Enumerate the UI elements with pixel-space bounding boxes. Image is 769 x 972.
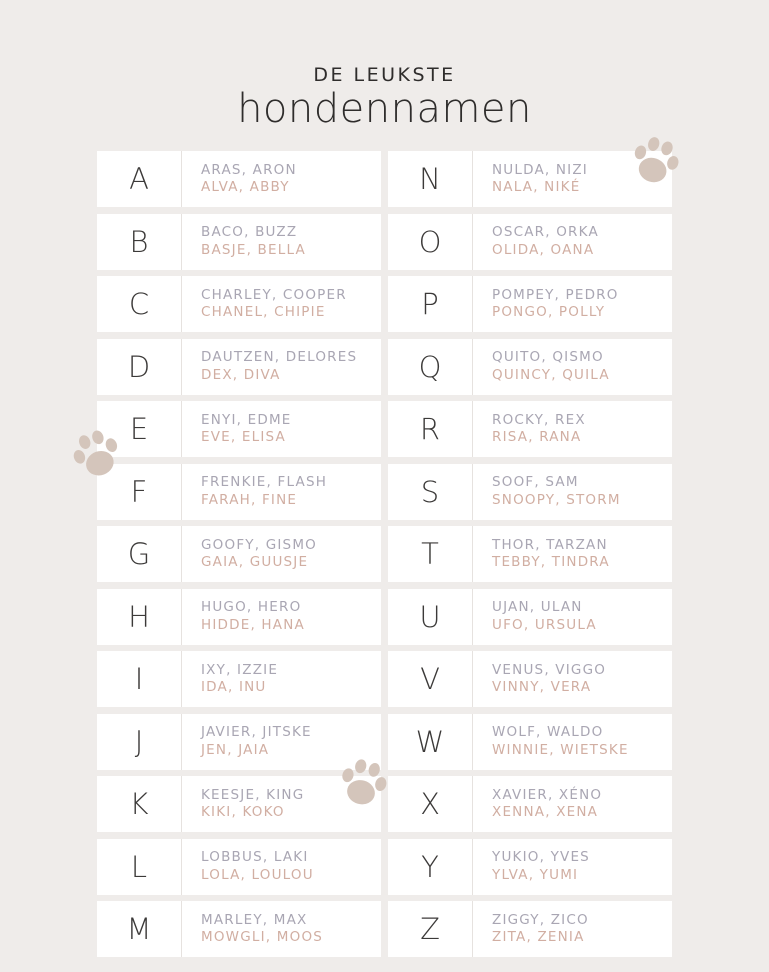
names-line-2: GAIA, GUUSJE [201, 554, 309, 570]
letter: N [388, 151, 473, 207]
names-line-1: ENYI, EDME [201, 411, 292, 428]
names-line-1: HUGO, HERO [201, 599, 302, 615]
letter-row [97, 839, 381, 895]
names-line-2: NALA, NIKÉ [492, 179, 581, 195]
names-line-2: SNOOPY, STORM [492, 491, 621, 508]
letter: X [388, 776, 473, 832]
letter: R [388, 401, 473, 457]
names-line-1: OSCAR, ORKA [492, 224, 599, 240]
names-cell [182, 526, 381, 582]
names-line-1: THOR, TARZAN [492, 536, 608, 553]
names-line-2: JEN, JAIA [201, 741, 270, 758]
names-cell [473, 339, 672, 395]
letter: O [388, 214, 473, 270]
letter: D [97, 339, 182, 395]
letter-row [388, 901, 672, 957]
names-cell [473, 651, 672, 707]
letter-row [97, 151, 381, 207]
letter-row [388, 214, 672, 270]
page-kicker: DE LEUKSTE [313, 64, 456, 86]
names-line-2: QUINCY, QUILA [492, 366, 610, 383]
names-line-1: CHARLEY, COOPER [201, 286, 347, 303]
names-line-2: OLIDA, OANA [492, 241, 595, 258]
names-line-1: ZIGGY, ZICO [492, 911, 589, 928]
letter: L [97, 839, 182, 895]
names-line-1: POMPEY, PEDRO [492, 286, 619, 303]
names-column-left [97, 151, 381, 964]
names-line-2: EVE, ELISA [201, 429, 286, 445]
names-cell [182, 651, 381, 707]
letter-row [97, 901, 381, 957]
names-column-right [388, 151, 672, 964]
names-line-2: ALVA, ABBY [201, 179, 290, 195]
letter: Q [388, 339, 473, 395]
names-line-2: IDA, INU [201, 679, 267, 695]
letter: P [388, 276, 473, 332]
names-line-2: RISA, RANA [492, 429, 582, 445]
names-line-2: VINNY, VERA [492, 679, 592, 695]
letter: V [388, 651, 473, 707]
letter-row [388, 776, 672, 832]
letter: T [388, 526, 473, 582]
letter: J [97, 714, 182, 770]
names-cell [182, 589, 381, 645]
names-cell [473, 839, 672, 895]
names-line-1: WOLF, WALDO [492, 724, 604, 740]
letter-row [97, 714, 381, 770]
letter-row [388, 526, 672, 582]
names-line-2: HIDDE, HANA [201, 616, 305, 633]
names-cell [182, 839, 381, 895]
names-line-1: XAVIER, XÉNO [492, 786, 603, 803]
names-line-1: KEESJE, KING [201, 786, 305, 803]
names-line-2: CHANEL, CHIPIE [201, 304, 326, 320]
names-line-2: LOLA, LOULOU [201, 866, 314, 883]
names-line-1: QUITO, QISMO [492, 349, 604, 365]
names-line-1: ARAS, ARON [201, 161, 297, 178]
names-line-1: VENUS, VIGGO [492, 661, 607, 678]
letter-row [97, 526, 381, 582]
names-cell [182, 464, 381, 520]
names-line-2: PONGO, POLLY [492, 304, 606, 320]
names-line-1: MARLEY, MAX [201, 911, 308, 928]
names-cell [473, 901, 672, 957]
names-line-1: FRENKIE, FLASH [201, 474, 328, 490]
names-line-2: FARAH, FINE [201, 491, 298, 508]
names-cell [473, 401, 672, 457]
names-line-2: ZITA, ZENIA [492, 929, 585, 945]
names-line-1: NULDA, NIZI [492, 161, 588, 178]
names-cell [182, 276, 381, 332]
names-line-2: BASJE, BELLA [201, 241, 306, 258]
letter: A [97, 151, 182, 207]
names-cell [182, 339, 381, 395]
letter: S [388, 464, 473, 520]
names-cell [473, 714, 672, 770]
letter-row [97, 464, 381, 520]
names-line-1: GOOFY, GISMO [201, 536, 317, 553]
letter-row [97, 651, 381, 707]
names-cell [182, 901, 381, 957]
letter-row [97, 214, 381, 270]
names-cell [473, 464, 672, 520]
names-line-2: MOWGLI, MOOS [201, 929, 324, 945]
names-line-1: ROCKY, REX [492, 411, 586, 428]
names-cell [182, 214, 381, 270]
letter: I [97, 651, 182, 707]
letter-row [388, 276, 672, 332]
letter: Z [388, 901, 473, 957]
names-line-1: BACO, BUZZ [201, 224, 298, 240]
letter: G [97, 526, 182, 582]
names-line-2: WINNIE, WIETSKE [492, 741, 629, 758]
letter-row [388, 839, 672, 895]
names-line-1: DAUTZEN, DELORES [201, 349, 358, 365]
names-cell [473, 589, 672, 645]
names-line-2: KIKI, KOKO [201, 804, 285, 820]
names-line-2: TEBBY, TINDRA [492, 554, 610, 570]
names-line-1: SOOF, SAM [492, 474, 579, 490]
names-cell [182, 401, 381, 457]
page-title: hondennamen [237, 86, 532, 132]
letter: H [97, 589, 182, 645]
letter: K [97, 776, 182, 832]
letter-row [388, 714, 672, 770]
letter: E [97, 401, 182, 457]
names-line-2: DEX, DIVA [201, 366, 281, 383]
letter: B [97, 214, 182, 270]
names-cell [473, 276, 672, 332]
names-line-1: YUKIO, YVES [492, 849, 590, 865]
letter-row [388, 589, 672, 645]
letter: M [97, 901, 182, 957]
names-line-1: IXY, IZZIE [201, 661, 279, 678]
letter-row [97, 589, 381, 645]
names-line-2: YLVA, YUMI [492, 866, 579, 883]
names-line-2: UFO, URSULA [492, 616, 597, 633]
names-line-1: JAVIER, JITSKE [201, 724, 312, 740]
letter-row [97, 276, 381, 332]
letter: W [388, 714, 473, 770]
letter: C [97, 276, 182, 332]
names-line-2: XENNA, XENA [492, 804, 599, 820]
letter-row [388, 401, 672, 457]
letter: F [97, 464, 182, 520]
names-cell [473, 526, 672, 582]
names-line-1: UJAN, ULAN [492, 599, 583, 615]
letter-row [388, 651, 672, 707]
names-cell [182, 151, 381, 207]
letter-row [97, 339, 381, 395]
letter-row [97, 401, 381, 457]
names-cell [473, 776, 672, 832]
letter: Y [388, 839, 473, 895]
names-line-1: LOBBUS, LAKI [201, 849, 309, 865]
letter-row [388, 464, 672, 520]
letter-row [388, 339, 672, 395]
names-cell [473, 214, 672, 270]
letter: U [388, 589, 473, 645]
